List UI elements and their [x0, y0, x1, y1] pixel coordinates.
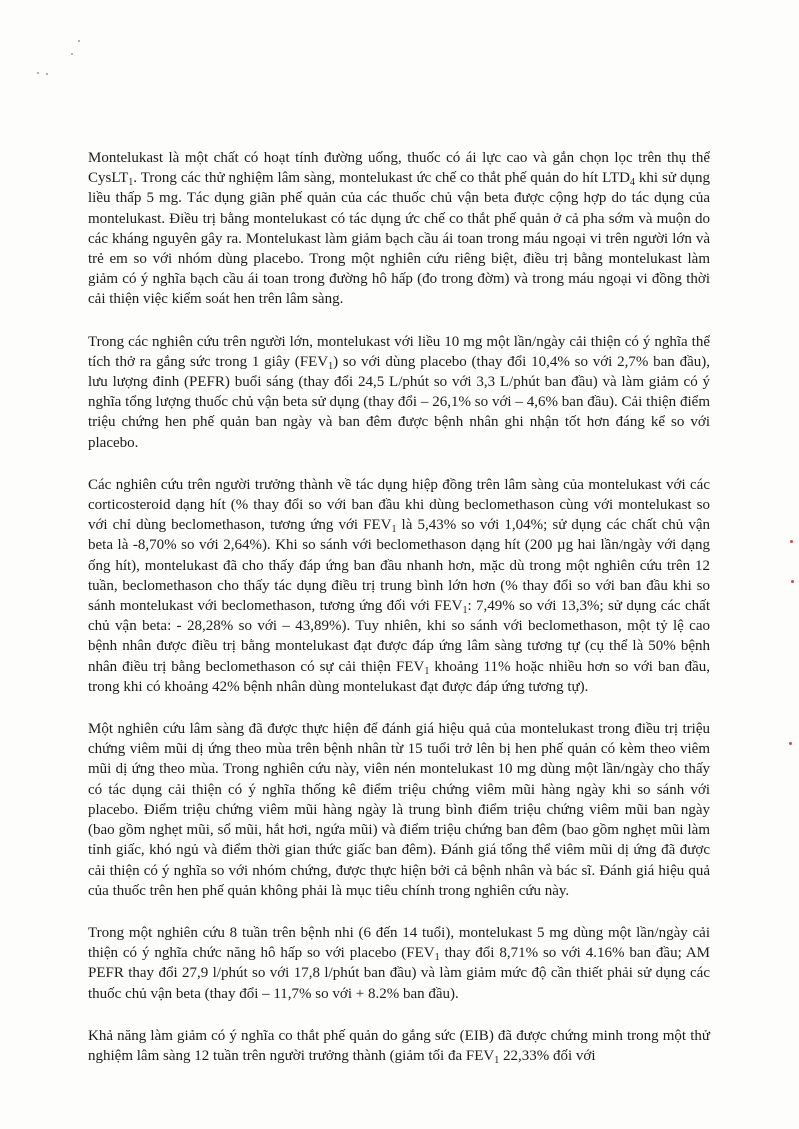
- subscript: 1: [328, 360, 334, 372]
- scan-speck: [78, 40, 80, 42]
- text-run: khi sử dụng liều thấp 5 mg. Tác dụng giãn phế quản của các thuốc chủ vận beta được cộng hợp do tác dụng của montelukast. Điều trị bằng montelukast có tác dụng ức chế co thắt phế quản ở cả pha sớm và muộn do các kháng nguyên gây ra. Montelukast làm giảm bạch cầu ái toan trong máu ngoại vi trên người lớn và trẻ em so với nhóm dùng placebo. Trong một nghiên cứu riêng biệt, điều trị bằng montelukast làm giảm có ý nghĩa bạch cầu ái toan trong đường hô hấp (đo trong đờm) và trong máu ngoại vi đồng thời cải thiện việc kiểm soát hen trên lâm sàng.: [88, 170, 710, 308]
- text-run: ) so với dùng placebo (thay đổi 10,4% so với 2,7% ban đầu), lưu lượng đỉnh (PEFR) buổi sáng (thay đổi 24,5 L/phút so với 3,3 L/phút ban đầu) và làm giảm có ý nghĩa tổng lượng thuốc chủ vận beta sử dụng (thay đổi – 26,1% so với – 4,6% ban đầu). Cải thiện điểm triệu chứng hen phế quản ban ngày và ban đêm được bệnh nhân ghi nhận tốt hơn đáng kể so với placebo.: [88, 353, 710, 451]
- text-run: là 5,43% so với 1,04%; sử dụng các chất chủ vận beta là -8,70% so với 2,64%). Khi so sánh với beclomethason dạng hít (200 µg hai lần/ngày với dạng ống hít), montelukast đã cho thấy đáp ứng ban đầu nhanh hơn, mặc dù trong một nghiên cứu trên 12 tuần, beclomethason cho thấy tác dụng điều trị trung bình lớn hơn (% thay đổi so với ban đầu khi so sánh montelukast với beclomethason, tương ứng đối với FEV: [88, 517, 710, 615]
- subscript: 1: [462, 605, 468, 617]
- paragraph: [88, 148, 710, 310]
- text-run: Một nghiên cứu lâm sàng đã được thực hiện để đánh giá hiệu quả của montelukast trong điều trị triệu chứng viêm mũi dị ứng theo mùa trên bệnh nhân từ 15 tuổi trở lên bị hen phế quản có kèm theo viêm mũi dị ứng theo mùa. Trong nghiên cứu này, viên nén montelukast 10 mg dùng một lần/ngày cho thấy có tác dụng cải thiện có ý nghĩa thống kê điểm triệu chứng viêm mũi hàng ngày khi so sánh với placebo. Điểm triệu chứng viêm mũi hàng ngày là trung bình điểm triệu chứng viêm mũi ban ngày (bao gồm nghẹt mũi, sổ mũi, hắt hơi, ngứa mũi) và điểm triệu chứng ban đêm (bao gồm nghẹt mũi làm tỉnh giấc, khó ngủ và điểm thời gian thức giấc ban đêm). Đánh giá tổng thể viêm mũi dị ứng đã được cải thiện có ý nghĩa so với nhóm chứng, được thực hiện bởi cả bệnh nhân và bác sĩ. Đánh giá hiệu quả của thuốc trên hen phế quản không phải là mục tiêu chính trong nghiên cứu này.: [88, 721, 710, 899]
- subscript: 1: [424, 665, 430, 677]
- paragraph: [88, 475, 710, 697]
- text-run: Montelukast là một chất có hoạt tính đường uống, thuốc có ái lực cao và gắn chọn lọc trên thụ thể CysLT: [88, 150, 710, 187]
- subscript: 1: [391, 524, 397, 536]
- text-run: Các nghiên cứu trên người trưởng thành về tác dụng hiệp đồng trên lâm sàng của montelukast với các corticosteroid dạng hít (% thay đổi so với ban đầu khi dùng beclomethason cùng với montelukast so với chỉ dùng beclomethason, tương ứng với FEV: [88, 476, 710, 534]
- scan-speck: [37, 72, 39, 74]
- subscript: 1: [494, 1054, 500, 1066]
- document-body: [88, 148, 710, 1088]
- text-run: 22,33% đối với: [499, 1047, 596, 1064]
- text-run: Khả năng làm giảm có ý nghĩa co thắt phế quản do gắng sức (EIB) đã được chứng minh trong một thử nghiệm lâm sàng 12 tuần trên người trưởng thành (giảm tối đa FEV: [88, 1027, 710, 1064]
- text-run: Trong các nghiên cứu trên người lớn, montelukast với liều 10 mg một lần/ngày cải thiện có ý nghĩa thể tích thở ra gắng sức trong 1 giây (FEV: [88, 333, 710, 370]
- paragraph: [88, 1026, 710, 1066]
- scan-speck: [71, 53, 73, 55]
- margin-mark: [790, 540, 793, 543]
- text-run: : 7,49% so với 13,3%; sử dụng các chất chủ vận beta: - 28,28% so với – 43,89%). Tuy nhiên, khi so sánh với beclomethason, một tỷ lệ cao bệnh nhân được điều trị bằng montelukast đạt được đáp ứng lâm sàng tương tự (cụ thể là 50% bệnh nhân điều trị bằng beclomethason có sự cải thiện FEV: [88, 598, 711, 675]
- subscript: 4: [629, 177, 635, 189]
- paragraph: [88, 923, 710, 1004]
- paragraph: [88, 719, 710, 901]
- margin-mark: [791, 580, 794, 583]
- scan-speck: [46, 73, 48, 75]
- subscript: 1: [434, 952, 440, 964]
- subscript: 1: [128, 177, 134, 189]
- margin-mark: [789, 742, 792, 745]
- text-run: khoảng 11% hoặc nhiều hơn so với ban đầu, trong khi có khoảng 42% bệnh nhân dùng montelukast đạt được đáp ứng tương tự).: [88, 658, 710, 695]
- text-run: Trong một nghiên cứu 8 tuần trên bệnh nhi (6 đến 14 tuổi), montelukast 5 mg dùng một lần/ngày cải thiện có ý nghĩa chức năng hô hấp so với placebo (FEV: [88, 924, 710, 962]
- paragraph: [88, 332, 710, 453]
- text-run: thay đổi 8,71% so với 4.16% ban đầu; AM PEFR thay đổi 27,9 l/phút so với 17,8 l/phút ban đầu) và làm giảm mức độ cần thiết phải sử dụng các thuốc chủ vận beta (thay đổi – 11,7% so với + 8.2% ban đầu).: [88, 945, 710, 1002]
- text-run: . Trong các thử nghiệm lâm sàng, montelukast ức chế co thắt phế quản do hít LTD: [133, 170, 630, 187]
